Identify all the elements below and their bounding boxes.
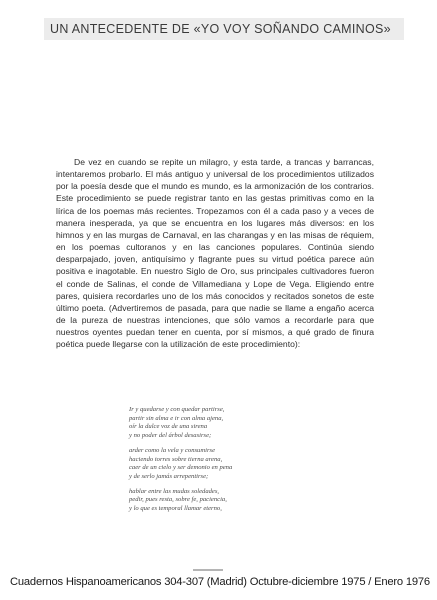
article-title: UN ANTECEDENTE DE «YO VOY SOÑANDO CAMINOS»	[50, 22, 391, 36]
poem-line: y no poder del árbol desasirse;	[129, 432, 212, 440]
poem-line: pedir, pues resta, sobre fe, paciencia,	[129, 496, 227, 504]
poem-line: y de serlo jamás arrepentirse;	[129, 472, 209, 480]
footer-citation: Cuadernos Hispanoamericanos 304-307 (Madrid) Octubre-diciembre 1975 / Enero 1976	[10, 576, 430, 588]
body-text	[56, 156, 374, 351]
poem-line: caer de un cielo y ser demonio en pena	[129, 464, 233, 472]
poem-stanza-3	[129, 488, 349, 514]
poem-stanza-1	[129, 406, 349, 441]
body-paragraph: De vez en cuando se repite un milagro, y esta tarde, a trancas y barrancas, intentaremos probarlo. El más antiguo y universal de los procedimientos utilizados por la poesía desde que el mundo es mundo, es la armonización de los contrarios. Este procedimiento se puede registrar tanto en las gestas primitivas como en la lírica de los poemas más recientes. Tropezamos con él a cada paso y a veces de manera inesperada, ya que se encuentra en los lugares más diversos: en los himnos y en las murgas de Carnaval, en las charangas y en las misas de réquiem, en los poemas cultoranos y en las canciones populares. Continúa siendo desparpajado, joven, antiquísimo y flagrante pues su virtud poética parece aún positiva e inagotable. En nuestro Siglo de Oro, sus principales cultivadores fueron el conde de Salinas, el conde de Villamediana y Lope de Vega. Eligiendo entre pares, quisiera recordarles uno de los más conocidos y recitados sonetos de este último poeta. (Advertiremos de pasada, para que nadie se llame a engaño acerca de la pureza de nuestras intenciones, que sólo vamos a recordarle para que nuestros oyentes puedan tener en cuenta, por sí mismos, a qué grado de finura poética puede llegarse con la utilización de este procedimiento):	[56, 157, 374, 350]
poem-stanza-2	[129, 447, 349, 482]
poem-line: hablar entre las mudas soledades,	[129, 487, 220, 495]
poem-line: y lo que es temporal llamar eterno,	[129, 505, 222, 513]
poem-line: Ir y quedarse y con quedar partirse,	[129, 406, 225, 413]
poem-line: partir sin alma e ir con alma ajena,	[129, 414, 224, 422]
page-number-mark	[193, 569, 223, 571]
poem-line: haciendo torres sobre tierna arena,	[129, 455, 223, 463]
poem-line: oír la dulce voz de una sirena	[129, 423, 208, 431]
poem-line: arder como la vela y consumirse	[129, 446, 216, 454]
poem-quote	[129, 406, 349, 520]
